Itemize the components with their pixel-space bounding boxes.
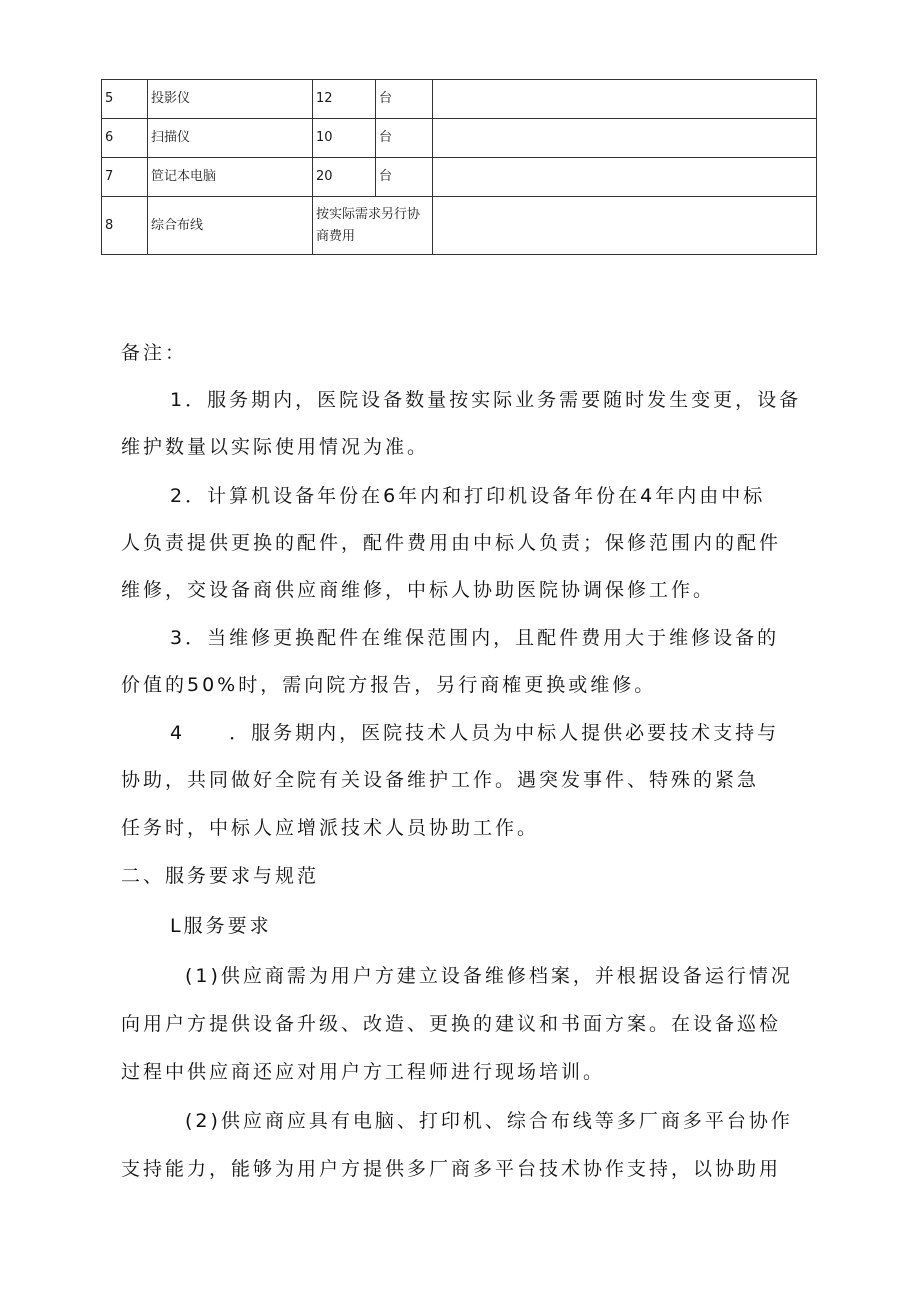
remark-3-line-1: 3．当维修更换配件在维保范围内，且配件费用大于维修设备的 <box>170 627 780 649</box>
equipment-qty: 10 <box>313 119 376 158</box>
equipment-unit: 台 <box>376 119 433 158</box>
table-row <box>102 158 817 197</box>
equipment-note <box>433 197 817 255</box>
equipment-name: 扫描仪 <box>148 119 313 158</box>
para-2-line-1: (2)供应商应具有电脑、打印机、综合布线等多厂商多平台协作 <box>185 1110 793 1132</box>
equipment-qty: 20 <box>313 158 376 197</box>
equipment-unit: 台 <box>376 80 433 119</box>
remark-2-line-1: 2．计算机设备年份在6年内和打印机设备年份在4年内由中标 <box>170 485 766 507</box>
remark-4-line-1: 4 ．服务期内，医院技术人员为中标人提供必要技术支持与 <box>170 722 780 744</box>
equipment-note <box>433 80 817 119</box>
remark-3-line-2: 价值的50%时，需向院方报告，另行商榷更换或维修。 <box>121 674 657 696</box>
equipment-table <box>101 79 817 255</box>
sub-heading: L服务要求 <box>170 915 272 937</box>
remark-1-line-1: 1．服务期内，医院设备数量按实际业务需要随时发生变更，设备 <box>170 389 802 411</box>
para-1-line-3: 过程中供应商还应对用户方工程师进行现场培训。 <box>121 1061 606 1083</box>
remark-2-line-2: 人负责提供更换的配件，配件费用由中标人负责；保修范围内的配件 <box>121 532 782 554</box>
table-row <box>102 119 817 158</box>
para-1-line-2: 向用户方提供设备升级、改造、更换的建议和书面方案。在设备巡检 <box>121 1013 782 1035</box>
para-1-line-1: (1)供应商需为用户方建立设备维修档案，并根据设备运行情况 <box>185 965 793 987</box>
equipment-name: 笸记本电脑 <box>148 158 313 197</box>
remarks-label: 备注： <box>121 342 188 364</box>
row-number: 7 <box>102 158 148 197</box>
remark-1-line-2: 维护数量以实际使用情况为准。 <box>121 436 430 458</box>
equipment-qty: 12 <box>313 80 376 119</box>
equipment-note <box>433 158 817 197</box>
equipment-note <box>433 119 817 158</box>
para-2-line-2: 支持能力，能够为用户方提供多厂商多平台技术协作支持，以协助用 <box>121 1158 782 1180</box>
table-row <box>102 80 817 119</box>
row-number: 5 <box>102 80 148 119</box>
equipment-name: 综合布线 <box>148 197 313 255</box>
remark-4-line-3: 任务时，中标人应增派技术人员协助工作。 <box>121 817 540 839</box>
remark-4-line-2: 协助，共同做好全院有关设备维护工作。遇突发事件、特殊的紧急 <box>121 769 760 791</box>
remark-2-line-3: 维修，交设备商供应商维修，中标人协助医院协调保修工作。 <box>121 579 716 601</box>
table-row <box>102 197 817 255</box>
equipment-qty: 按实际需求另行协商费用 <box>313 197 433 255</box>
section-heading: 二、服务要求与规范 <box>121 865 320 887</box>
row-number: 6 <box>102 119 148 158</box>
equipment-name: 投影仪 <box>148 80 313 119</box>
equipment-unit: 台 <box>376 158 433 197</box>
row-number: 8 <box>102 197 148 255</box>
